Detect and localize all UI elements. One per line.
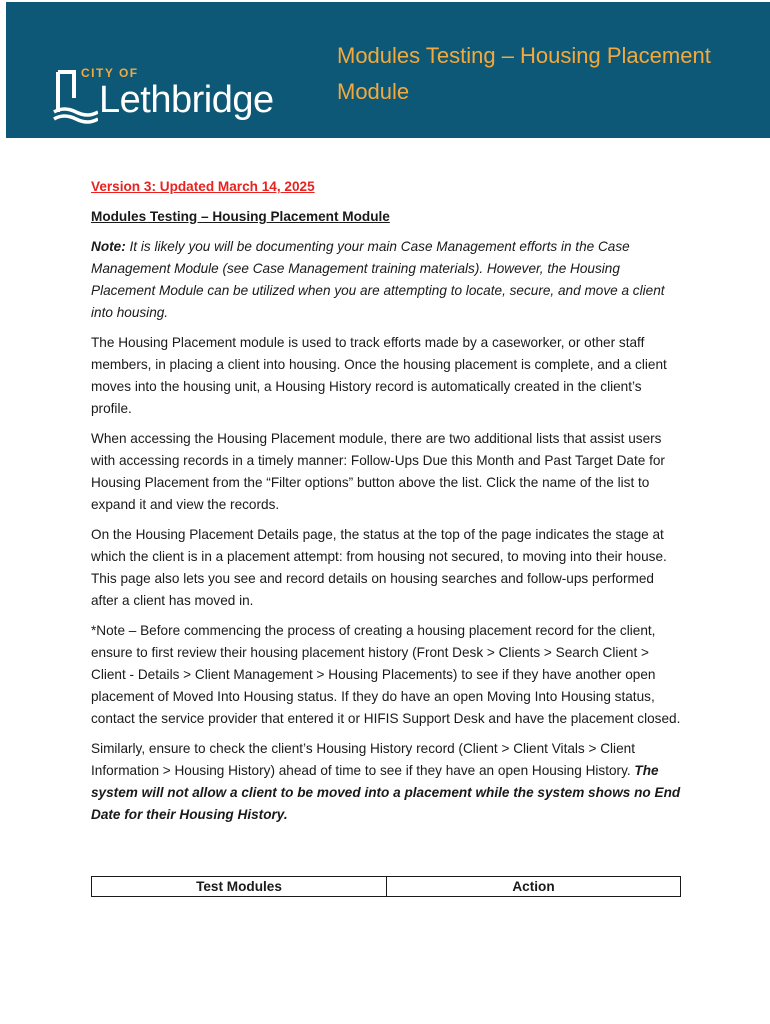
logo-city-of-text: CITY OF	[81, 66, 139, 80]
paragraph-3: On the Housing Placement Details page, the status at the top of the page indicates the stage at which the client is in a placement attempt: from housing not secured, to moving into their house. This page also lets you see and record details on housing searches and follow-ups performed after a client has moved in.	[91, 527, 667, 608]
table-header-action: Action	[512, 879, 555, 894]
note-label: Note:	[91, 239, 126, 254]
paragraph-5-text: Similarly, ensure to check the client’s Housing History record (Client > Client Vitals > Client Information > Housing History) ahead of time to see if they have an open Housing History.	[91, 741, 635, 778]
note-paragraph	[91, 236, 681, 324]
document-body	[91, 176, 681, 826]
header-title: Modules Testing – Housing Placement Module	[337, 43, 711, 104]
city-logo	[52, 66, 292, 126]
document-header	[6, 2, 770, 138]
note-text: It is likely you will be documenting your main Case Management efforts in the Case Management Module (see Case Management training materials). However, the Housing Placement Module can be utilized when you are attempting to locate, secure, and move a client into housing.	[91, 239, 665, 320]
paragraph-4: *Note – Before commencing the process of creating a housing placement record for the client, ensure to first review their housing placement history (Front Desk > Clients > Search Client > Client - Details > Client Management > Housing Placements) to see if they have another open placement of Moved Into Housing status. If they do have an open Moving Into Housing status, contact the service provider that entered it or HIFIS Support Desk and have the placement closed.	[91, 623, 681, 726]
paragraph-2: When accessing the Housing Placement module, there are two additional lists that assist users with accessing records in a timely manner: Follow-Ups Due this Month and Past Target Date for Housing Placement from the “Filter options” button above the list. Click the name of the list to expand it and view the records.	[91, 431, 665, 512]
document-subtitle: Modules Testing – Housing Placement Module	[91, 209, 390, 224]
paragraph-5-emphasis: The system will not allow a client to be moved into a placement while the system shows no End Date for their Housing History.	[91, 763, 681, 822]
paragraph-1: The Housing Placement module is used to track efforts made by a caseworker, or other staff members, in placing a client into housing. Once the housing placement is complete, and a client moves into the housing unit, a Housing History record is automatically created in the client’s profile.	[91, 335, 667, 416]
test-modules-table	[91, 876, 681, 897]
table-header-test-modules: Test Modules	[92, 877, 387, 896]
version-line: Version 3: Updated March 14, 2025	[91, 179, 315, 194]
logo-city-name: Lethbridge	[99, 79, 274, 121]
paragraph-5	[91, 738, 681, 826]
